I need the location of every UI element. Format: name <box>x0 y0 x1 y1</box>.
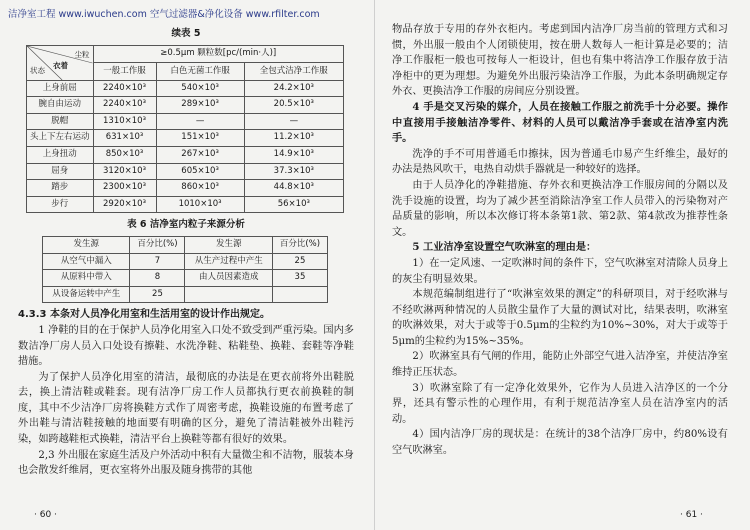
cell: 从生产过程中产生 <box>185 253 272 270</box>
cell: 20.5×10³ <box>244 97 343 114</box>
table-row <box>27 80 344 97</box>
paragraph: 为了保护人员净化用室的清洁，最彻底的办法是在更衣前将外出鞋脱去，换上清洁鞋或鞋套。现有洁净厂房工作人员都执行更衣前换鞋的制度，其中不少洁净厂房将换鞋方式作了周密考虑，换鞋设施的布置考虑了外出鞋与清洁鞋接触的地面要有明确的区分，避免了清洁鞋被外出鞋污染，如跨越鞋柜式换鞋，清洁平台上换鞋等都有很好的效果。 <box>18 371 354 446</box>
corner-label-dust: 尘粒 <box>74 49 90 59</box>
table-row <box>27 180 344 197</box>
cell: 24.2×10³ <box>244 80 343 97</box>
row-state: 上身扭动 <box>27 146 94 163</box>
row-state: 头上下左右运动 <box>27 130 94 147</box>
cell <box>272 286 327 303</box>
cell: 从设备运转中产生 <box>43 286 130 303</box>
cell: 1310×10³ <box>93 113 156 130</box>
table-row <box>27 196 344 213</box>
cell: — <box>156 113 244 130</box>
cell: 11.2×10³ <box>244 130 343 147</box>
paragraph: 1）在一定风速、一定吹淋时间的条件下，空气吹淋室对清除人员身上的灰尘有明显效果。 <box>392 257 728 285</box>
cell: 151×10³ <box>156 130 244 147</box>
page-gutter <box>374 0 375 530</box>
cell: 267×10³ <box>156 146 244 163</box>
cell: 3120×10³ <box>93 163 156 180</box>
paragraph: 2）吹淋室具有气闸的作用，能防止外部空气进入洁净室，并使洁净室维持正压状态。 <box>392 351 728 379</box>
paragraph: 由于人员净化的净鞋措施、存外衣和更换洁净工作服房间的分隔以及洗手设施的设置，均为了减少甚至消除洁净室工作人员带入的污染物对产品质量的影响，所以本次修订将本条第1款、第2款、第4款改为推荐性条文。 <box>392 179 728 238</box>
page-number-right: · 61 · <box>680 510 703 520</box>
table-row <box>27 130 344 147</box>
table-row <box>43 270 328 287</box>
site-header: 洁净室工程 www.iwuchen.com 空气过滤器&净化设备 www.rfilter.com <box>8 9 320 20</box>
cell: 37.3×10³ <box>244 163 343 180</box>
paragraph: 5 工业洁净室设置空气吹淋室的理由是： <box>412 241 597 254</box>
table-row <box>27 146 344 163</box>
corner-label-clothing: 衣着 <box>53 60 68 70</box>
table5-col-header: 白色无菌工作服 <box>156 63 244 81</box>
cell: 2920×10³ <box>93 196 156 213</box>
cell: 7 <box>130 253 185 270</box>
table5-diagonal-header <box>27 45 94 80</box>
table6-col-header: 百分比(%) <box>130 236 185 253</box>
cell: 2240×10³ <box>93 80 156 97</box>
table-row <box>43 286 328 303</box>
right-page <box>392 22 728 459</box>
cell: 由人员因素造成 <box>185 270 272 287</box>
cell: 1010×10³ <box>156 196 244 213</box>
cell: 25 <box>272 253 327 270</box>
cell: 25 <box>130 286 185 303</box>
cell: 540×10³ <box>156 80 244 97</box>
table-row <box>27 163 344 180</box>
page-number-left: · 60 · <box>34 510 57 520</box>
cell: 从空气中漏入 <box>43 253 130 270</box>
paragraph: 洗净的手不可用普通毛巾擦抹，因为普通毛巾易产生纤维尘，最好的办法是热风吹干，电热自动烘手器就是一种较好的选择。 <box>392 148 728 176</box>
row-state: 步行 <box>27 196 94 213</box>
table6-col-header: 发生源 <box>43 236 130 253</box>
cell: 14.9×10³ <box>244 146 343 163</box>
table6-col-header: 百分比(%) <box>272 236 327 253</box>
paragraph: 4 手是交叉污染的媒介，人员在接触工作服之前洗手十分必要。操作中直接用手接触洁净零件、材料的人员可以戴洁净手套或在洁净室内洗手。 <box>392 100 728 145</box>
cell: 56×10³ <box>244 196 343 213</box>
table6-col-header: 发生源 <box>185 236 272 253</box>
cell: 631×10³ <box>93 130 156 147</box>
row-state: 上身前屈 <box>27 80 94 97</box>
cell: 850×10³ <box>93 146 156 163</box>
table-row <box>27 113 344 130</box>
table-5 <box>26 45 344 214</box>
cell: 44.8×10³ <box>244 180 343 197</box>
cell: 605×10³ <box>156 163 244 180</box>
cell: 8 <box>130 270 185 287</box>
row-state: 踏步 <box>27 180 94 197</box>
table5-unit-header: ≥0.5μm 颗粒数[pc/(min·人)] <box>93 45 343 63</box>
cell: 从原料中带入 <box>43 270 130 287</box>
paragraph: 3）吹淋室除了有一定净化效果外，它作为人员进入洁净区的一个分界，还具有警示性的心理作用，有利于规范洁净室人员在洁净室内的活动。 <box>392 382 728 425</box>
cell <box>185 286 272 303</box>
paragraph: 物品存放于专用的存外衣柜内。考虑到国内洁净厂房当前的管理方式和习惯，外出服一般由个人闭锁使用，按在册人数每人一柜计算是必要的；洁净工作服柜一般也可按每人一柜设计，但也有集中将洁净工作服存放于洁净柜中的更为理想。为避免外出服污染洁净工作服，为此本条明确规定存外衣、更换洁净工作服的房间应分别设置。 <box>392 24 728 98</box>
paragraph: 2,3 外出服在家庭生活及户外活动中积有大量微尘和不洁物，服装本身也会散发纤维屑，更衣室将外出服及随身携带的其他 <box>18 449 354 477</box>
table5-col-header: 一般工作服 <box>93 63 156 81</box>
left-page <box>18 22 354 479</box>
table5-caption: 续表 5 <box>171 28 201 39</box>
cell: — <box>244 113 343 130</box>
table-row <box>43 253 328 270</box>
section-heading: 4.3.3 本条对人员净化用室和生活用室的设计作出规定。 <box>18 309 270 321</box>
row-state: 脱帽 <box>27 113 94 130</box>
paragraph: 本规范编制组进行了“吹淋室效果的测定”的科研项目，对于经吹淋与不经吹淋两种情况的人员散尘量作了大量的测试对比，结果表明，吹淋室的吹淋效果，对大于或等于0.5μm的尘粒约为10%~30%，对大于或等于5μm的尘粒约为15%~35%。 <box>392 289 728 347</box>
table-6 <box>42 236 328 303</box>
cell: 289×10³ <box>156 97 244 114</box>
paragraph: 1 净鞋的目的在于保护人员净化用室入口处不致受到严重污染。国内多数洁净厂房人员入口处设有擦鞋、水洗净鞋、粘鞋垫、换鞋、套鞋等净鞋措施。 <box>18 324 354 368</box>
row-state: 屈身 <box>27 163 94 180</box>
cell: 2240×10³ <box>93 97 156 114</box>
corner-label-state: 状态 <box>30 66 45 75</box>
cell: 35 <box>272 270 327 287</box>
row-state: 腕自由运动 <box>27 97 94 114</box>
cell: 2300×10³ <box>93 180 156 197</box>
paragraph: 4）国内洁净厂房的现状是：在统计的38个洁净厂房中，约80%设有空气吹淋室。 <box>392 429 728 457</box>
cell: 860×10³ <box>156 180 244 197</box>
table5-col-header: 全包式洁净工作服 <box>244 63 343 81</box>
table6-caption: 表 6 洁净室内粒子来源分析 <box>127 219 245 231</box>
table-row <box>27 97 344 114</box>
